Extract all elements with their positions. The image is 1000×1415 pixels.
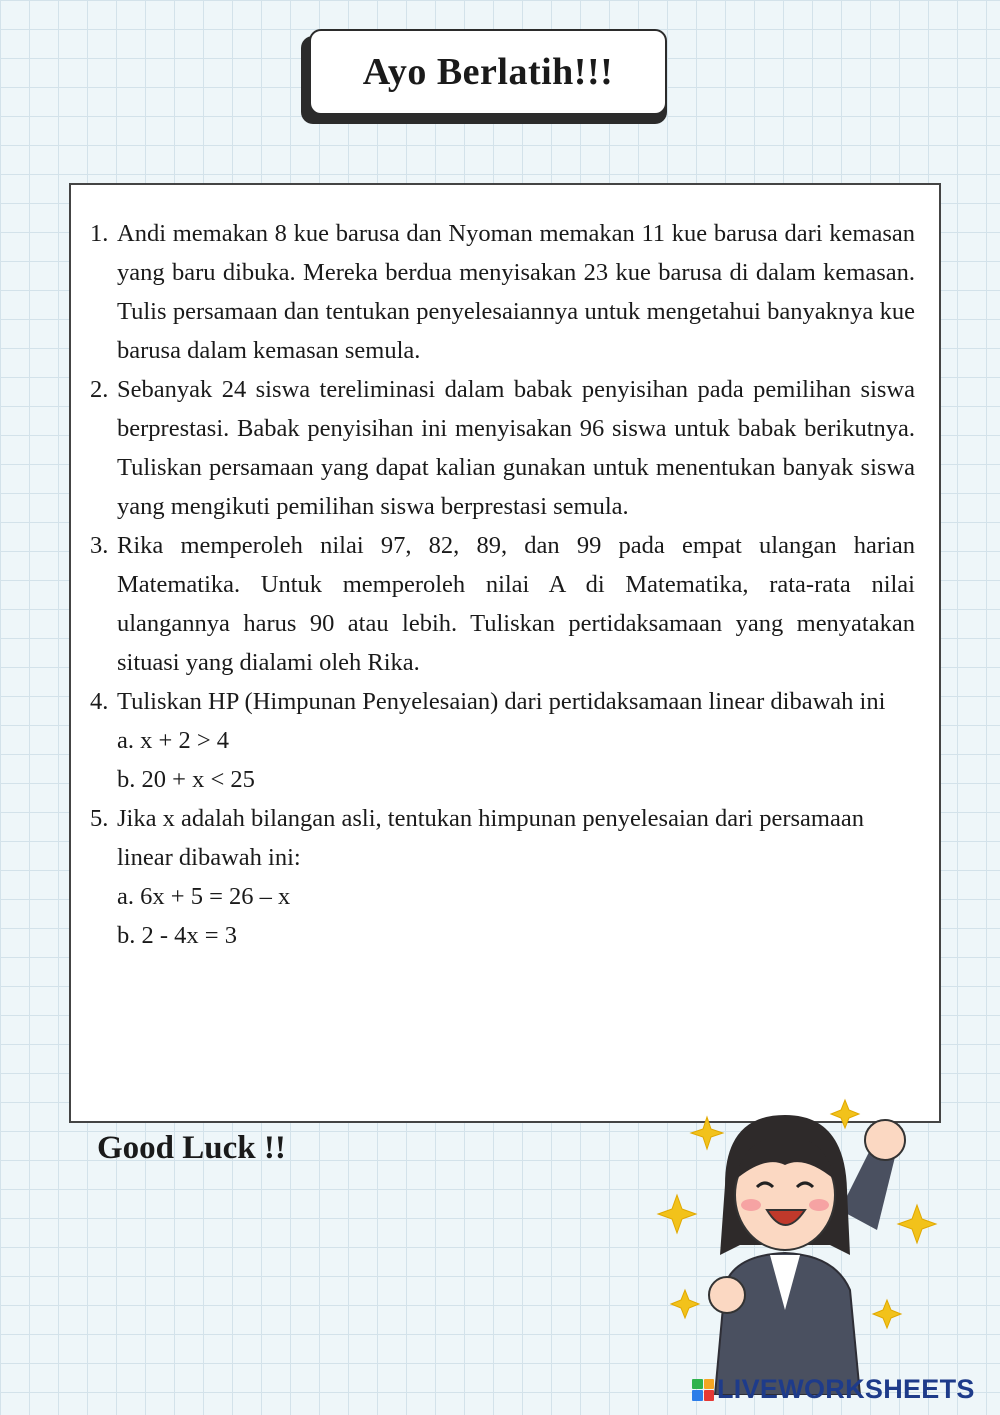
brand-name: LIVEWORKSHEETS <box>717 1374 975 1404</box>
question-4 <box>90 682 915 721</box>
question-5 <box>90 799 915 877</box>
question-3 <box>90 526 915 682</box>
page-title: Ayo Berlatih!!! <box>362 51 614 93</box>
question-number: 2. <box>90 376 109 403</box>
question-number: 5. <box>90 805 109 832</box>
question-text: Sebanyak 24 siswa tereliminasi dalam babak penyisihan pada pemilihan siswa berprestasi. Babak penyisihan ini menyisakan 96 siswa untuk babak berikutnya. Tuliskan persamaan yang dapat kalian gunakan untuk menentukan banyak siswa yang mengikuti pemilihan siswa berprestasi semula. <box>117 376 915 520</box>
question-5-item-b: b. 2 - 4x = 3 <box>117 922 237 949</box>
question-list <box>90 214 915 955</box>
question-text: Rika memperoleh nilai 97, 82, 89, dan 99 pada empat ulangan harian Matematika. Untuk memperoleh nilai A di Matematika, rata-rata nilai ulangannya harus 90 atau lebih. Tuliskan pertidaksamaan yang menyatakan situasi yang dialami oleh Rika. <box>117 532 915 676</box>
cheering-girl-illustration <box>655 1095 945 1395</box>
question-1 <box>90 214 915 370</box>
title-banner <box>309 29 667 115</box>
question-number: 1. <box>90 220 109 247</box>
question-text: Jika x adalah bilangan asli, tentukan himpunan penyelesaian dari persamaan linear dibawah ini: <box>117 805 864 871</box>
brand-grid-icon <box>692 1379 714 1401</box>
question-4-item-a: a. x + 2 > 4 <box>117 727 230 754</box>
question-number: 4. <box>90 688 109 715</box>
good-luck-text: Good Luck !! <box>97 1130 286 1166</box>
question-text: Tuliskan HP (Himpunan Penyelesaian) dari pertidaksamaan linear dibawah ini <box>117 688 886 715</box>
liveworksheets-logo <box>692 1374 975 1405</box>
question-4-item-b: b. 20 + x < 25 <box>117 766 255 793</box>
question-number: 3. <box>90 532 109 559</box>
question-5-item-a: a. 6x + 5 = 26 – x <box>117 883 291 910</box>
question-2 <box>90 370 915 526</box>
question-text: Andi memakan 8 kue barusa dan Nyoman memakan 11 kue barusa dari kemasan yang baru dibuka. Mereka berdua menyisakan 23 kue barusa di dalam kemasan. Tulis persamaan dan tentukan penyelesaiannya untuk mengetahui banyaknya kue barusa dalam kemasan semula. <box>117 220 915 364</box>
